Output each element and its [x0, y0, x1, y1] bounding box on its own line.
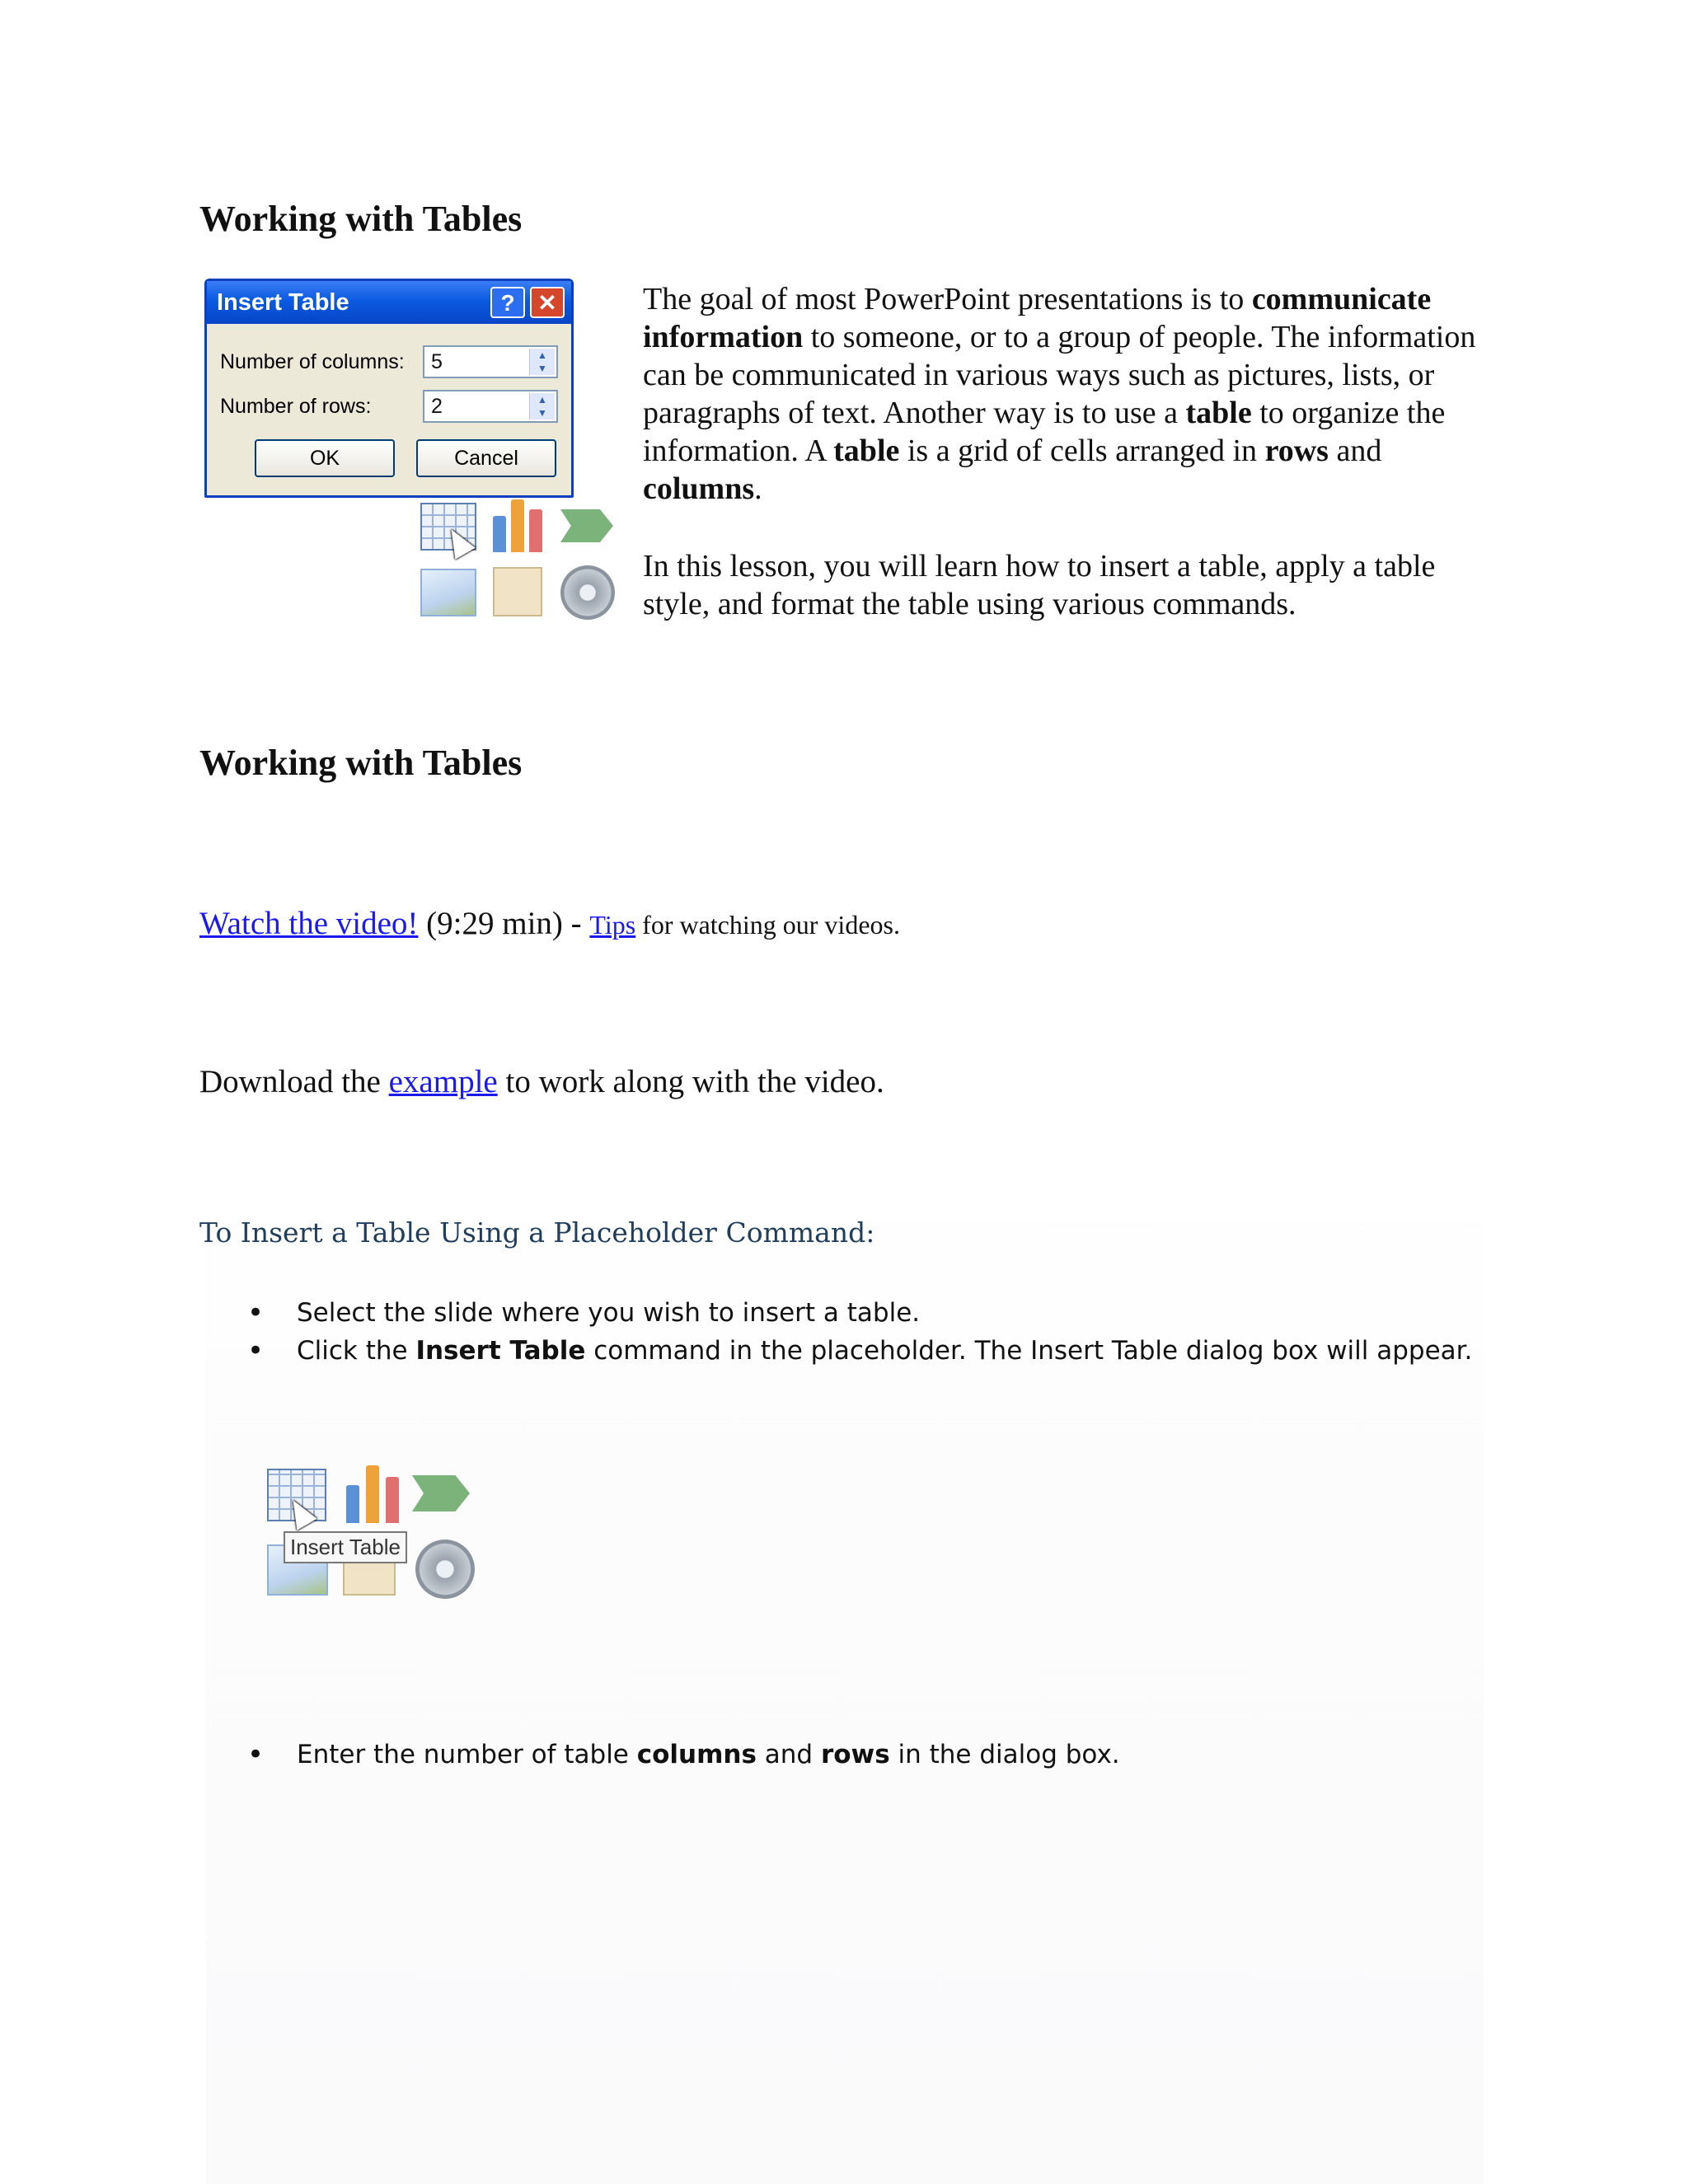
procedure-subheading: To Insert a Table Using a Placeholder Command:	[199, 1216, 875, 1249]
dialog-title: Insert Table	[217, 289, 349, 316]
smartart-icon	[560, 509, 613, 542]
lesson-paragraph: In this lesson, you will learn how to insert a table, apply a table style, and format the table using various commands.	[643, 549, 1436, 621]
steps-list-continued	[199, 1736, 1120, 1774]
video-duration: (9:29 min) -	[418, 906, 590, 941]
columns-field	[423, 345, 558, 378]
chart-icon	[343, 1464, 404, 1523]
dialog-title-bar	[207, 281, 571, 324]
picture-icon	[420, 569, 476, 616]
rows-value: 2	[431, 395, 443, 418]
spinner-icon: ▲ ▼	[529, 393, 555, 419]
list-item: • Enter the number of table columns and rows in the dialog box.	[199, 1736, 1120, 1774]
tips-link[interactable]: Tips	[589, 910, 636, 940]
smartart-icon	[412, 1475, 470, 1511]
section-heading: Working with Tables	[199, 199, 523, 239]
video-line	[199, 902, 900, 947]
insert-table-dialog-figure	[204, 279, 574, 498]
spinner-icon: ▲ ▼	[529, 349, 555, 375]
columns-value: 5	[431, 350, 443, 373]
insert-table-tooltip: Insert Table	[284, 1531, 407, 1563]
cancel-button: Cancel	[416, 439, 556, 477]
intro-paragraph: The goal of most PowerPoint presentations is to communicate information to someone, or to a group of people. The information can be communicated in various ways such as pictures, lists, or paragraphs of text. Another way is to use a table to organize the information. A table is a grid of cells arranged in rows and columns.	[643, 282, 1476, 506]
watch-video-link[interactable]: Watch the video!	[199, 906, 419, 941]
steps-list	[199, 1294, 1472, 1370]
columns-label: Number of columns:	[220, 350, 405, 373]
download-line: Download the example to work along with the video.	[199, 1064, 884, 1099]
tips-suffix: for watching our videos.	[635, 910, 900, 940]
list-item: • Click the Insert Table command in the placeholder. The Insert Table dialog box will appear.	[199, 1332, 1472, 1370]
media-icon	[560, 565, 615, 620]
rows-field	[423, 390, 558, 423]
media-icon	[415, 1540, 475, 1599]
clipart-icon	[493, 567, 542, 616]
rows-label: Number of rows:	[220, 395, 372, 418]
placeholder-icons-figure	[419, 498, 623, 626]
chart-icon	[490, 498, 547, 552]
close-icon: ✕	[530, 287, 565, 318]
list-item: • Select the slide where you wish to insert a table.	[199, 1294, 1472, 1332]
section-heading: Working with Tables	[199, 743, 523, 783]
help-icon: ?	[490, 287, 525, 318]
ok-button: OK	[255, 439, 395, 477]
example-link[interactable]: example	[388, 1064, 498, 1099]
